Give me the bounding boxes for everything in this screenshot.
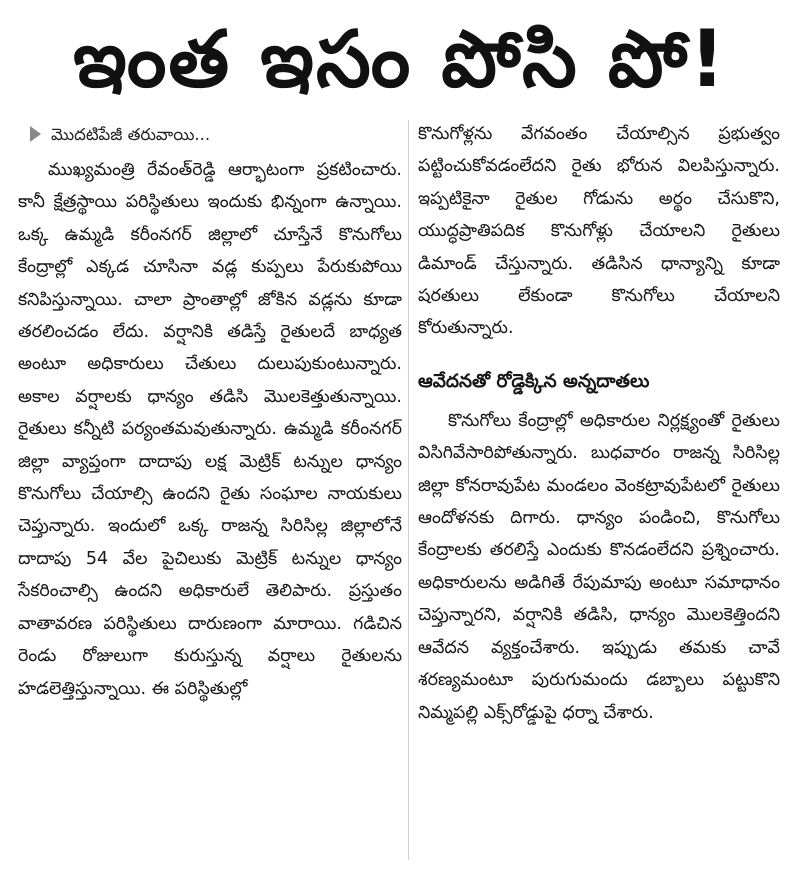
headline: ఇంత ఇసం పోసి పో! (73, 15, 727, 105)
subheading: ఆవేదనతో రోడ్డెక్కిన అన్నదాతలు (418, 370, 650, 392)
continued-marker (18, 118, 402, 152)
left-column (18, 118, 402, 705)
article-body-right-2: కొనుగోలు కేంద్రాల్లో అధికారుల నిర్లక్ష్యంతో రైతులు విసిగివేసారిపోతున్నారు. బుధవారం రాజన్న సిరిసిల్ల జిల్లా కోనరావుపేట మండలం వెంకట్రావుపేటలో రైతులు ఆందోళనకు దిగారు. ధాన్యం పండించి, కొనుగోలు కేంద్రాలకు తరలిస్తే ఎందుకు కొనడంలేదని ప్రశ్నించారు. అధికారులను అడిగితే రేపుమాపు అంటూ సమాధానం చెప్తున్నారని, వర్షానికి తడిసి, ధాన్యం మొలకెత్తిందని ఆవేదన వ్యక్తంచేశారు. ఇప్పుడు తమకు చావే శరణ్యమంటూ పురుగుమందు డబ్బాలు పట్టుకొని నిమ్మపల్లి ఎక్స్‌రోడ్డుపై ధర్నా చేశారు. (418, 410, 780, 723)
article-body-left: ముఖ్యమంత్రి రేవంత్‌రెడ్డి ఆర్భాటంగా ప్రకటించారు. కానీ క్షేత్రస్థాయి పరిస్థితులు ఇందుకు భిన్నంగా ఉన్నాయి. ఒక్క ఉమ్మడి కరీంనగర్ జిల్లాలో చూస్తేనే కొనుగోలు కేంద్రాల్లో ఎక్కడ చూసినా వడ్ల కుప్పలు పేరుకుపోయి కనిపిస్తున్నాయి. చాలా ప్రాంతాల్లో జోకిన వడ్లను కూడా తరలించడం లేదు. వర్షానికి తడిస్తే రైతులదే బాధ్యత అంటూ అధికారులు చేతులు దులుపుకుంటున్నారు. అకాల వర్షాలకు ధాన్యం తడిసి మొలకెత్తుతున్నాయి. రైతులు కన్నీటి పర్యంతమవుతున్నారు. ఉమ్మడి కరీంనగర్ జిల్లా వ్యాప్తంగా దాదాపు లక్ష మెట్రిక్ టన్నుల ధాన్యం కొనుగోలు చేయాల్సి ఉందని రైతు సంఘాల నాయకులు చెప్తున్నారు. ఇందులో ఒక్క రాజన్న సిరిసిల్ల జిల్లాలోనే దాదాపు 54 వేల పైచిలుకు మెట్రిక్ టన్నుల ధాన్యం సేకరించాల్సి ఉందని అధికారులే తెలిపారు. ప్రస్తుతం వాతావరణ పరిస్థితులు దారుణంగా మారాయి. గడిచిన రెండు రోజులుగా కురుస్తున్న వర్షాలు రైతులను హడలెత్తిస్తున్నాయి. ఈ పరిస్థితుల్లో (18, 160, 402, 699)
triangle-bullet-icon (30, 126, 41, 142)
right-column (418, 118, 780, 729)
continued-label: మొదటిపేజీ తరువాయి... (51, 125, 211, 144)
column-divider (408, 120, 409, 860)
article-body-right-1: కొనుగోళ్లను వేగవంతం చేయాల్సిన ప్రభుత్వం పట్టించుకోవడంలేదని రైతు భోరున విలపిస్తున్నారు. ఇప్పటికైనా రైతుల గోడును అర్థం చేసుకొని, యుద్ధప్రాతిపదిక కొనుగోళ్లు చేయాలని రైతులు డిమాండ్ చేస్తున్నారు. తడిసిన ధాన్యాన్ని కూడా షరతులు లేకుండా కొనుగోలు చేయాలని కోరుతున్నారు. (418, 124, 780, 339)
